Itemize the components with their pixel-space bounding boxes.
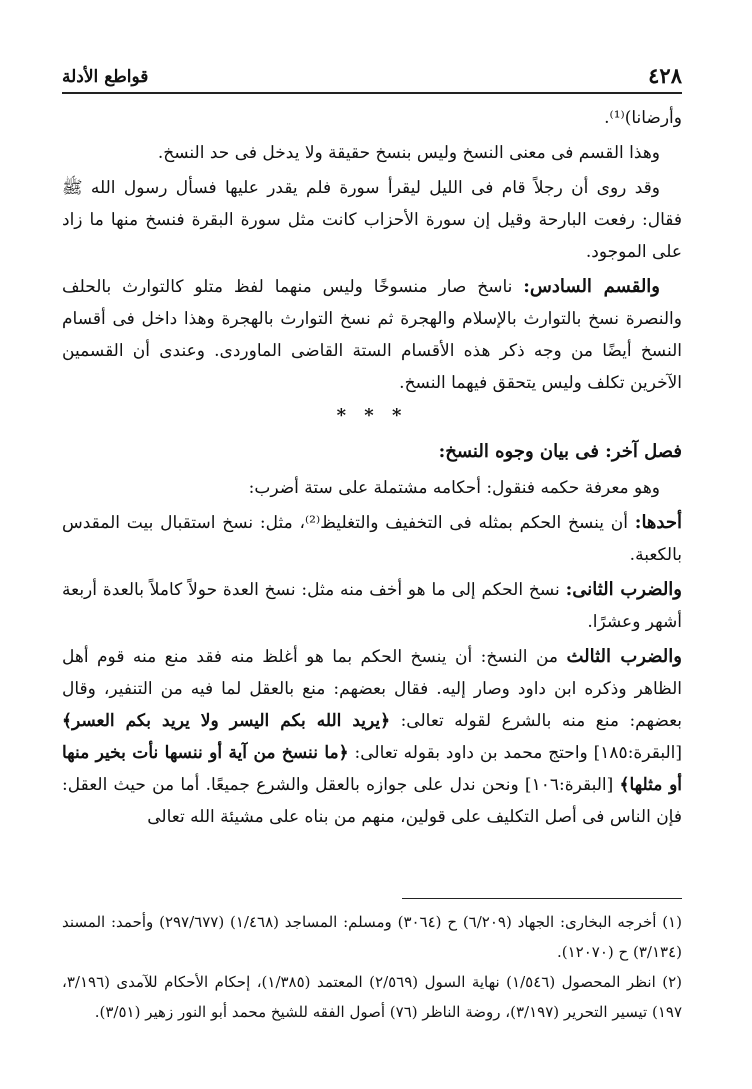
paragraph-type-three [62, 641, 682, 833]
footnote-2: (٢) انظر المحصول (١/٥٤٦) نهاية السول (٢/٥٦٩) المعتمد (١/٣٨٥)، إحكام الأحكام للآمدى (٣/١٩٦، ١٩٧) تيسير التحرير (٣/١٩٧)، روضة الناظر (٧٦) أصول الفقه للشيخ محمد أبو النور زهير (٣/٥١). [62, 973, 682, 1021]
quran-verse: ﴿يريد الله بكم اليسر ولا يريد بكم العسر﴾ [62, 711, 391, 731]
page-header [62, 62, 682, 94]
footnotes [62, 898, 682, 1027]
section-text: من النسخ: أن ينسخ الحكم بما هو أغلظ منه فقد منع منه قوم أهل الظاهر وذكره ابن داود وصار إليه. فقال بعضهم: منع بالعقل لما فيه من التنفير، وقال بعضهم: منع منه بالشرع لقوله تعالى: [62, 647, 683, 731]
paragraph: وهو معرفة حكمه فنقول: أحكامه مشتملة على ستة أضرب: [248, 478, 660, 498]
book-title: قواطع الأدلة [62, 67, 149, 87]
section-text: [البقرة:١٨٥] واحتج محمد بن داود بقوله تعالى: [348, 743, 682, 763]
section-text: [البقرة:١٠٦] ونحن ندل على جوازه بالعقل والشرع جميعًا. أما من حيث العقل: فإن الناس فى أصل التكليف على قولين، منهم من بناه على مشيئة الله تعالى [62, 775, 682, 827]
section-text: ناسخ صار منسوخًا وليس منهما لفظ متلو كالتوارث بالحلف والنصرة نسخ بالتوارث بالإسلام والهجرة ثم نسخ التوارث بالهجرة وهذا داخل فى أقسام النسخ أيضًا من وجه ذكر هذه الأقسام الستة القاضى الماوردى. وعندى أن القسمين الآخرين تكلف وليس يتحقق فيهما النسخ. [62, 277, 682, 393]
section-lead: والضرب الثانى: [565, 579, 682, 600]
paragraph: وهذا القسم فى معنى النسخ وليس بنسخ حقيقة ولا يدخل فى حد النسخ. [157, 143, 660, 163]
paragraph-type-two [62, 574, 682, 638]
footnote-1: (١) أخرجه البخارى: الجهاد (٦/٢٠٩) ح (٣٠٦٤) ومسلم: المساجد (١/٤٦٨) (٢٩٧/٦٧٧) وأحمد: المسند (٣/١٣٤) ح (١٢٠٧٠). [62, 913, 682, 961]
section-text: أن ينسخ الحكم بمثله فى التخفيف والتغليظ⁽²⁾، مثل: نسخ استقبال بيت المقدس بالكعبة. [62, 513, 682, 565]
section-text: نسخ الحكم إلى ما هو أخف منه مثل: نسخ العدة حولاً كاملاً بالعدة أربعة أشهر وعشرًا. [62, 580, 682, 632]
paragraph: وقد روى أن رجلاً قام فى الليل ليقرأ سورة فلم يقدر عليها فسأل رسول الله ﷺ فقال: رفعت البارحة وقيل إن سورة الأحزاب كانت مثل سورة البقرة فنسخ منها ما زاد على الموجود. [62, 178, 682, 262]
chapter-heading: فصل آخر: فى بيان وجوه النسخ: [438, 441, 682, 462]
section-lead: والقسم السادس: [523, 276, 660, 297]
paragraph-section-six [62, 271, 682, 399]
paragraph-continuation: وأرضانا)⁽¹⁾. [604, 108, 682, 128]
paragraph-type-one [62, 507, 682, 571]
section-lead: والضرب الثالث [566, 646, 682, 667]
section-lead: أحدها: [634, 512, 682, 533]
quran-verse: ﴿ما ننسخ من آية أو ننسها نأت بخير منها أو مثلها﴾ [62, 743, 682, 795]
page-number: ٤٢٨ [648, 63, 682, 88]
footnote-rule [402, 898, 682, 899]
main-text [62, 102, 682, 836]
section-divider: * * * [336, 405, 408, 426]
